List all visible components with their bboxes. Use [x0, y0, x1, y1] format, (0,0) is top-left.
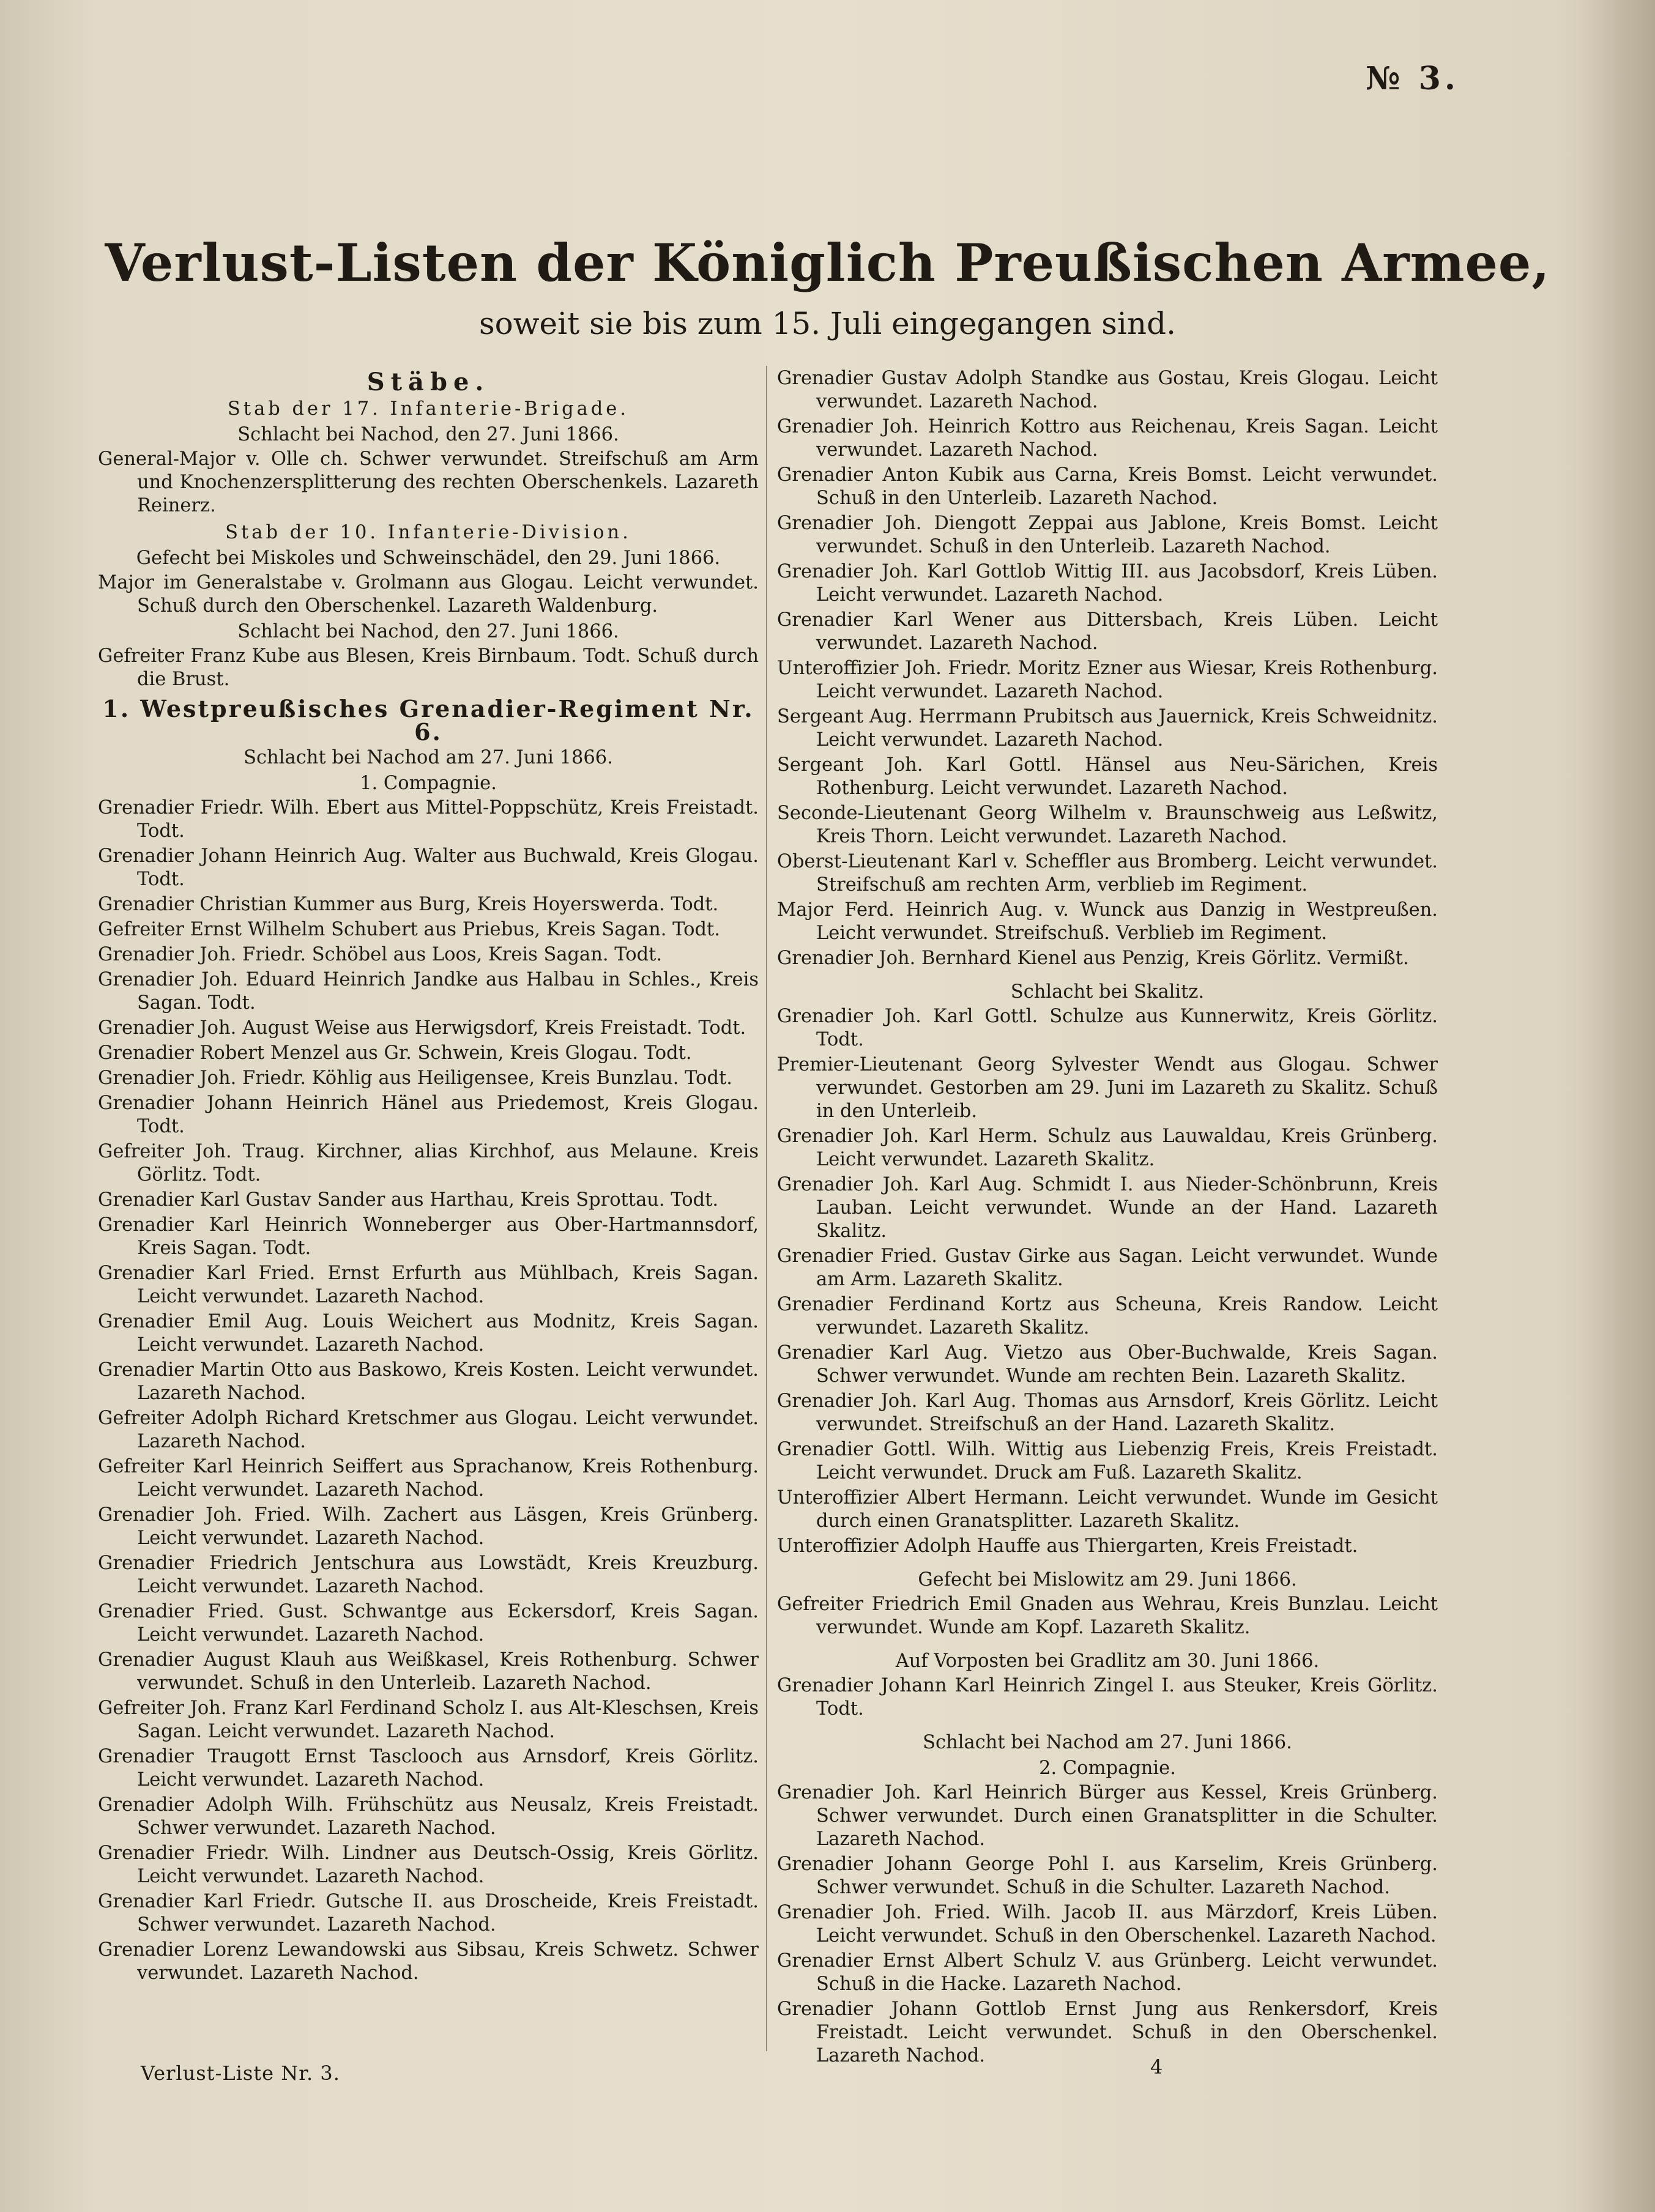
- unit-heading: Stab der 17. Infanterie-Brigade.: [227, 398, 630, 420]
- casualty-entry: Grenadier Karl Heinrich Wonneberger aus Ober-Hartmannsdorf, Kreis Sagan. Todt.: [98, 1214, 759, 1259]
- battle-heading: 1. Compagnie.: [360, 773, 497, 794]
- casualty-entry: Grenadier Joh. Karl Heinrich Bürger aus Kessel, Kreis Grünberg. Schwer verwundet. Durch einen Granatsplitter in die Schulter. Lazareth Nachod.: [777, 1782, 1438, 1850]
- issue-number: № 3.: [1366, 60, 1459, 97]
- unit-heading: Stab der 10. Infanterie-Division.: [225, 522, 631, 543]
- casualty-entry: Grenadier Ferdinand Kortz aus Scheuna, Kreis Randow. Leicht verwundet. Lazareth Skalitz.: [777, 1294, 1438, 1338]
- casualty-entry: Gefreiter Karl Heinrich Seiffert aus Sprachanow, Kreis Rothenburg. Leicht verwundet. Lazareth Nachod.: [98, 1456, 759, 1501]
- casualty-entry: Grenadier Johann Karl Heinrich Zingel I. aus Steuker, Kreis Görlitz. Todt.: [777, 1675, 1438, 1720]
- footer-list-label: Verlust-Liste Nr. 3.: [141, 2062, 340, 2085]
- casualty-entry: Grenadier Joh. Diengott Zeppai aus Jablone, Kreis Bomst. Leicht verwundet. Schuß in den Unterleib. Lazareth Nachod.: [777, 513, 1438, 557]
- casualty-entry: Grenadier Joh. Karl Aug. Schmidt I. aus Nieder-Schönbrunn, Kreis Lauban. Leicht verwundet. Wunde an der Hand. Lazareth Skalitz.: [777, 1174, 1438, 1242]
- casualty-entry: Grenadier Emil Aug. Louis Weichert aus Modnitz, Kreis Sagan. Leicht verwundet. Lazareth Nachod.: [98, 1311, 759, 1356]
- battle-heading: Gefecht bei Mislowitz am 29. Juni 1866.: [918, 1569, 1297, 1590]
- casualty-entry: Sergeant Aug. Herrmann Prubitsch aus Jauernick, Kreis Schweidnitz. Leicht verwundet. Lazareth Nachod.: [777, 706, 1438, 751]
- casualty-entry: Gefreiter Ernst Wilhelm Schubert aus Priebus, Kreis Sagan. Todt.: [98, 919, 720, 940]
- casualty-entry: Seconde-Lieutenant Georg Wilhelm v. Braunschweig aus Leßwitz, Kreis Thorn. Leicht verwundet. Lazareth Nachod.: [777, 803, 1438, 847]
- casualty-entry: Grenadier Joh. Fried. Wilh. Zachert aus Läsgen, Kreis Grünberg. Leicht verwundet. Lazareth Nachod.: [98, 1504, 759, 1549]
- page-subtitle: soweit sie bis zum 15. Juli eingegangen sind.: [478, 306, 1177, 341]
- casualty-entry: Grenadier Karl Wener aus Dittersbach, Kreis Lüben. Leicht verwundet. Lazareth Nachod.: [777, 609, 1438, 654]
- casualty-entry: Grenadier Joh. Heinrich Kottro aus Reichenau, Kreis Sagan. Leicht verwundet. Lazareth Nachod.: [777, 416, 1438, 461]
- casualty-entry: Grenadier Lorenz Lewandowski aus Sibsau, Kreis Schwetz. Schwer verwundet. Lazareth Nachod.: [98, 1939, 759, 1984]
- battle-heading: Gefecht bei Miskoles und Schweinschädel, den 29. Juni 1866.: [136, 547, 721, 569]
- casualty-entry: Grenadier Friedrich Jentschura aus Lowstädt, Kreis Kreuzburg. Leicht verwundet. Lazareth Nachod.: [98, 1553, 759, 1597]
- spacer: [777, 1560, 1438, 1566]
- battle-heading: Schlacht bei Skalitz.: [1010, 981, 1205, 1003]
- casualty-entry: Grenadier Joh. Karl Gottlob Wittig III. aus Jacobsdorf, Kreis Lüben. Leicht verwundet. Lazareth Nachod.: [777, 561, 1438, 606]
- casualty-entry: Grenadier Martin Otto aus Baskowo, Kreis Kosten. Leicht verwundet. Lazareth Nachod.: [98, 1359, 759, 1404]
- footer-signature-number: 4: [1150, 2055, 1163, 2079]
- right-column: [777, 367, 1438, 2069]
- casualty-entry: Grenadier Joh. Karl Herm. Schulz aus Lauwaldau, Kreis Grünberg. Leicht verwundet. Lazareth Skalitz.: [777, 1126, 1438, 1170]
- casualty-entry: Unteroffizier Adolph Hauffe aus Thiergarten, Kreis Freistadt.: [777, 1535, 1358, 1557]
- regiment-heading: 1. Westpreußisches Grenadier-Regiment Nr. 6.: [102, 695, 754, 746]
- spacer: [777, 1641, 1438, 1647]
- casualty-entry: Grenadier Johann Heinrich Hänel aus Priedemost, Kreis Glogau. Todt.: [98, 1093, 759, 1137]
- left-column: [98, 367, 759, 1987]
- casualty-entry: Grenadier Joh. Karl Aug. Thomas aus Arnsdorf, Kreis Görlitz. Leicht verwundet. Streifschuß an der Hand. Lazareth Skalitz.: [777, 1390, 1438, 1435]
- casualty-entry: Grenadier Joh. Friedr. Schöbel aus Loos, Kreis Sagan. Todt.: [98, 944, 663, 965]
- battle-heading: Schlacht bei Nachod am 27. Juni 1866.: [923, 1732, 1292, 1753]
- casualty-entry: Grenadier Joh. August Weise aus Herwigsdorf, Kreis Freistadt. Todt.: [98, 1017, 746, 1039]
- battle-heading: 2. Compagnie.: [1039, 1757, 1176, 1779]
- casualty-entry: Grenadier Johann Heinrich Aug. Walter aus Buchwald, Kreis Glogau. Todt.: [98, 845, 759, 890]
- section-heading: Stäbe.: [366, 368, 490, 396]
- casualty-entry: Grenadier Ernst Albert Schulz V. aus Grünberg. Leicht verwundet. Schuß in die Hacke. Lazareth Nachod.: [777, 1950, 1438, 1995]
- casualty-entry: Grenadier Gottl. Wilh. Wittig aus Liebenzig Freis, Kreis Freistadt. Leicht verwundet. Druck am Fuß. Lazareth Skalitz.: [777, 1439, 1438, 1483]
- casualty-entry: Grenadier Fried. Gustav Girke aus Sagan. Leicht verwundet. Wunde am Arm. Lazareth Skalitz.: [777, 1245, 1438, 1290]
- casualty-entry: Grenadier Karl Friedr. Gutsche II. aus Droscheide, Kreis Freistadt. Schwer verwundet. Lazareth Nachod.: [98, 1891, 759, 1936]
- page-title: Verlust-Listen der Königlich Preußischen Armee,: [105, 232, 1550, 293]
- casualty-entry: Grenadier Friedr. Wilh. Lindner aus Deutsch-Ossig, Kreis Görlitz. Leicht verwundet. Lazareth Nachod.: [98, 1843, 759, 1887]
- casualty-entry: Unteroffizier Joh. Friedr. Moritz Ezner aus Wiesar, Kreis Rothenburg. Leicht verwundet. Lazareth Nachod.: [777, 658, 1438, 702]
- casualty-entry: Gefreiter Joh. Franz Karl Ferdinand Scholz I. aus Alt-Kleschsen, Kreis Sagan. Leicht verwundet. Lazareth Nachod.: [98, 1698, 759, 1742]
- casualty-entry: Grenadier Karl Gustav Sander aus Harthau, Kreis Sprottau. Todt.: [98, 1189, 719, 1211]
- casualty-entry: Grenadier Friedr. Wilh. Ebert aus Mittel-Poppschütz, Kreis Freistadt. Todt.: [98, 797, 759, 842]
- casualty-entry: Grenadier Christian Kummer aus Burg, Kreis Hoyerswerda. Todt.: [98, 894, 719, 915]
- casualty-entry: Grenadier Karl Fried. Ernst Erfurth aus Mühlbach, Kreis Sagan. Leicht verwundet. Lazareth Nachod.: [98, 1263, 759, 1307]
- column-divider: [766, 366, 767, 2051]
- casualty-entry: Grenadier Joh. Eduard Heinrich Jandke aus Halbau in Schles., Kreis Sagan. Todt.: [98, 969, 759, 1014]
- casualty-entry: Grenadier Adolph Wilh. Frühschütz aus Neusalz, Kreis Freistadt. Schwer verwundet. Lazareth Nachod.: [98, 1794, 759, 1839]
- casualty-entry: Grenadier Joh. Bernhard Kienel aus Penzig, Kreis Görlitz. Vermißt.: [777, 948, 1409, 969]
- casualty-entry: Grenadier Traugott Ernst Tasclooch aus Arnsdorf, Kreis Görlitz. Leicht verwundet. Lazareth Nachod.: [98, 1746, 759, 1791]
- casualty-entry: Grenadier Joh. Friedr. Köhlig aus Heiligensee, Kreis Bunzlau. Todt.: [98, 1067, 732, 1089]
- spacer: [777, 972, 1438, 978]
- casualty-entry: Grenadier Joh. Karl Gottl. Schulze aus Kunnerwitz, Kreis Görlitz. Todt.: [777, 1006, 1438, 1050]
- casualty-entry: Gefreiter Joh. Traug. Kirchner, alias Kirchhof, aus Melaune. Kreis Görlitz. Todt.: [98, 1141, 759, 1186]
- casualty-entry: Grenadier Robert Menzel aus Gr. Schwein, Kreis Glogau. Todt.: [98, 1042, 692, 1064]
- battle-heading: Schlacht bei Nachod, den 27. Juni 1866.: [237, 424, 619, 445]
- spacer: [777, 1723, 1438, 1729]
- casualty-entry: Sergeant Joh. Karl Gottl. Hänsel aus Neu-Särichen, Kreis Rothenburg. Leicht verwundet. Lazareth Nachod.: [777, 754, 1438, 799]
- casualty-entry: Grenadier Gustav Adolph Standke aus Gostau, Kreis Glogau. Leicht verwundet. Lazareth Nachod.: [777, 368, 1438, 412]
- casualty-entry: Grenadier Johann Gottlob Ernst Jung aus Renkersdorf, Kreis Freistadt. Leicht verwundet. Schuß in den Oberschenkel. Lazareth Nachod.: [777, 1999, 1438, 2066]
- battle-heading: Schlacht bei Nachod am 27. Juni 1866.: [244, 747, 613, 768]
- casualty-entry: Gefreiter Adolph Richard Kretschmer aus Glogau. Leicht verwundet. Lazareth Nachod.: [98, 1408, 759, 1452]
- battle-heading: Schlacht bei Nachod, den 27. Juni 1866.: [237, 621, 619, 642]
- casualty-entry: Gefreiter Franz Kube aus Blesen, Kreis Birnbaum. Todt. Schuß durch die Brust.: [98, 645, 759, 690]
- casualty-entry: Unteroffizier Albert Hermann. Leicht verwundet. Wunde im Gesicht durch einen Granatsplitter. Lazareth Skalitz.: [777, 1487, 1438, 1532]
- casualty-entry: Grenadier Anton Kubik aus Carna, Kreis Bomst. Leicht verwundet. Schuß in den Unterleib. Lazareth Nachod.: [777, 464, 1438, 509]
- casualty-entry: General-Major v. Olle ch. Schwer verwundet. Streifschuß am Arm und Knochenzersplitterung des rechten Oberschenkels. Lazareth Reinerz.: [98, 448, 759, 516]
- casualty-entry: Premier-Lieutenant Georg Sylvester Wendt aus Glogau. Schwer verwundet. Gestorben am 29. Juni im Lazareth zu Skalitz. Schuß in den Unterleib.: [777, 1054, 1438, 1122]
- casualty-entry: Grenadier August Klauh aus Weißkasel, Kreis Rothenburg. Schwer verwundet. Schuß in den Unterleib. Lazareth Nachod.: [98, 1649, 759, 1694]
- casualty-entry: Grenadier Johann George Pohl I. aus Karselim, Kreis Grünberg. Schwer verwundet. Schuß in die Schulter. Lazareth Nachod.: [777, 1854, 1438, 1898]
- casualty-entry: Oberst-Lieutenant Karl v. Scheffler aus Bromberg. Leicht verwundet. Streifschuß am rechten Arm, verblieb im Regiment.: [777, 851, 1438, 896]
- casualty-entry: Grenadier Joh. Fried. Wilh. Jacob II. aus Märzdorf, Kreis Lüben. Leicht verwundet. Schuß in den Oberschenkel. Lazareth Nachod.: [777, 1902, 1438, 1947]
- casualty-entry: Grenadier Karl Aug. Vietzo aus Ober-Buchwalde, Kreis Sagan. Schwer verwundet. Wunde am rechten Bein. Lazareth Skalitz.: [777, 1342, 1438, 1387]
- casualty-entry: Major im Generalstabe v. Grolmann aus Glogau. Leicht verwundet. Schuß durch den Oberschenkel. Lazareth Waldenburg.: [98, 572, 759, 617]
- casualty-entry: Gefreiter Friedrich Emil Gnaden aus Wehrau, Kreis Bunzlau. Leicht verwundet. Wunde am Kopf. Lazareth Skalitz.: [777, 1594, 1438, 1638]
- casualty-entry: Major Ferd. Heinrich Aug. v. Wunck aus Danzig in Westpreußen. Leicht verwundet. Streifschuß. Verblieb im Regiment.: [777, 899, 1438, 944]
- battle-heading: Auf Vorposten bei Gradlitz am 30. Juni 1866.: [895, 1650, 1320, 1672]
- casualty-entry: Grenadier Fried. Gust. Schwantge aus Eckersdorf, Kreis Sagan. Leicht verwundet. Lazareth Nachod.: [98, 1601, 759, 1646]
